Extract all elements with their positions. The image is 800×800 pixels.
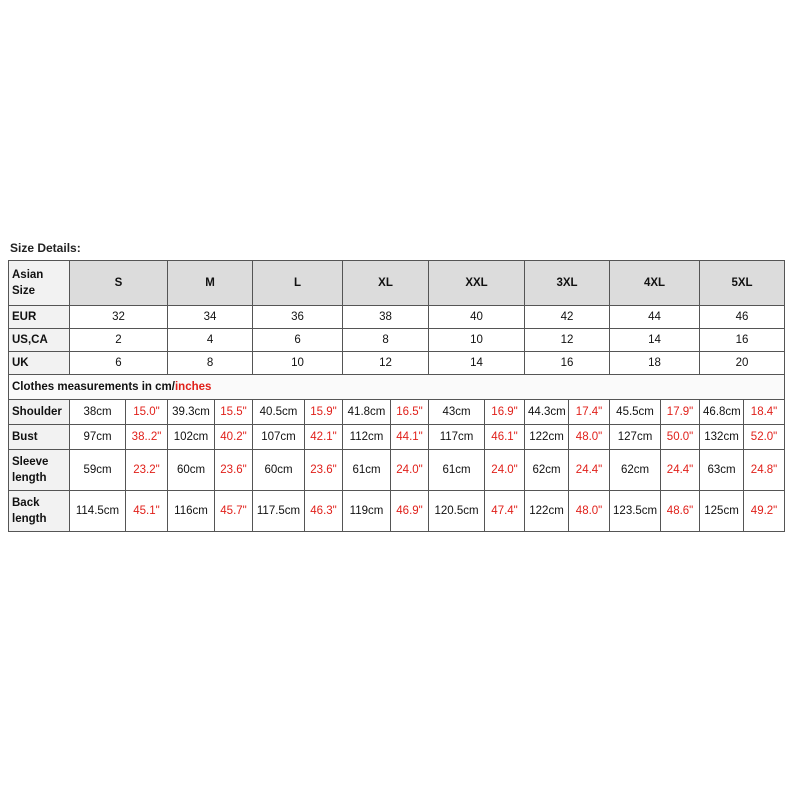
cm-cell: 61cm (429, 450, 485, 491)
cm-cell: 59cm (70, 450, 126, 491)
table-cell: 6 (253, 329, 343, 352)
cm-cell: 123.5cm (610, 491, 661, 532)
cm-cell: 62cm (610, 450, 661, 491)
table-cell: 10 (253, 352, 343, 375)
cm-cell: 122cm (525, 491, 569, 532)
inch-cell: 47.4" (485, 491, 525, 532)
size-header-xxl: XXL (429, 261, 525, 306)
table-cell: 40 (429, 306, 525, 329)
cm-cell: 97cm (70, 425, 126, 450)
size-header-xl: XL (343, 261, 429, 306)
measurements-section-title (9, 375, 785, 400)
inch-cell: 40.2" (215, 425, 253, 450)
inch-cell: 16.5" (391, 400, 429, 425)
cm-cell: 127cm (610, 425, 661, 450)
table-cell: 36 (253, 306, 343, 329)
size-header-4xl: 4XL (610, 261, 700, 306)
measurement-row (9, 425, 785, 450)
table-cell: 42 (525, 306, 610, 329)
inch-cell: 24.4" (661, 450, 700, 491)
size-header-m: M (168, 261, 253, 306)
inch-cell: 46.9" (391, 491, 429, 532)
size-header-s: S (70, 261, 168, 306)
inch-cell: 45.1" (126, 491, 168, 532)
inch-cell: 38..2" (126, 425, 168, 450)
inch-cell: 24.4" (569, 450, 610, 491)
inch-cell: 48.0" (569, 491, 610, 532)
row-label: Sleeve length (9, 450, 70, 491)
inch-cell: 18.4" (744, 400, 785, 425)
cm-cell: 61cm (343, 450, 391, 491)
inch-cell: 48.0" (569, 425, 610, 450)
cm-cell: 107cm (253, 425, 305, 450)
inch-cell: 46.3" (305, 491, 343, 532)
cm-cell: 41.8cm (343, 400, 391, 425)
cm-cell: 114.5cm (70, 491, 126, 532)
section-prefix: Clothes measurements in cm/ (12, 381, 175, 393)
cm-cell: 63cm (700, 450, 744, 491)
row-label: EUR (9, 306, 70, 329)
row-label: Bust (9, 425, 70, 450)
inch-cell: 24.8" (744, 450, 785, 491)
inch-cell: 48.6" (661, 491, 700, 532)
table-cell: 38 (343, 306, 429, 329)
table-cell: 12 (343, 352, 429, 375)
cm-cell: 38cm (70, 400, 126, 425)
cm-cell: 125cm (700, 491, 744, 532)
row-label: UK (9, 352, 70, 375)
inch-cell: 50.0" (661, 425, 700, 450)
inch-cell: 23.6" (305, 450, 343, 491)
cm-cell: 60cm (253, 450, 305, 491)
inch-cell: 44.1" (391, 425, 429, 450)
cm-cell: 132cm (700, 425, 744, 450)
table-cell: 46 (700, 306, 785, 329)
table-cell: 2 (70, 329, 168, 352)
cm-cell: 122cm (525, 425, 569, 450)
inch-cell: 49.2" (744, 491, 785, 532)
size-header-5xl: 5XL (700, 261, 785, 306)
table-cell: 34 (168, 306, 253, 329)
inch-cell: 45.7" (215, 491, 253, 532)
size-chart-table (8, 260, 785, 532)
inch-cell: 16.9" (485, 400, 525, 425)
cm-cell: 44.3cm (525, 400, 569, 425)
table-cell: 12 (525, 329, 610, 352)
inch-cell: 42.1" (305, 425, 343, 450)
row-label: US,CA (9, 329, 70, 352)
table-cell: 32 (70, 306, 168, 329)
conversion-row (9, 306, 785, 329)
table-cell: 18 (610, 352, 700, 375)
cm-cell: 62cm (525, 450, 569, 491)
table-cell: 16 (700, 329, 785, 352)
row-label: Shoulder (9, 400, 70, 425)
inch-cell: 46.1" (485, 425, 525, 450)
cm-cell: 45.5cm (610, 400, 661, 425)
measurement-row (9, 450, 785, 491)
cm-cell: 43cm (429, 400, 485, 425)
size-header-3xl: 3XL (525, 261, 610, 306)
size-details-title: Size Details: (10, 241, 81, 255)
cm-cell: 120.5cm (429, 491, 485, 532)
table-cell: 6 (70, 352, 168, 375)
cm-cell: 117.5cm (253, 491, 305, 532)
cm-cell: 39.3cm (168, 400, 215, 425)
table-cell: 8 (168, 352, 253, 375)
size-header-row (9, 261, 785, 306)
inch-cell: 15.5" (215, 400, 253, 425)
measurement-row (9, 491, 785, 532)
cm-cell: 119cm (343, 491, 391, 532)
inch-cell: 24.0" (485, 450, 525, 491)
conversion-row (9, 352, 785, 375)
header-label-asian-size: Asian Size (9, 261, 70, 306)
inch-cell: 17.4" (569, 400, 610, 425)
inch-cell: 23.2" (126, 450, 168, 491)
cm-cell: 116cm (168, 491, 215, 532)
cm-cell: 40.5cm (253, 400, 305, 425)
inch-cell: 15.0" (126, 400, 168, 425)
inch-cell: 17.9" (661, 400, 700, 425)
cm-cell: 46.8cm (700, 400, 744, 425)
size-header-l: L (253, 261, 343, 306)
table-cell: 44 (610, 306, 700, 329)
inch-cell: 15.9" (305, 400, 343, 425)
table-cell: 10 (429, 329, 525, 352)
cm-cell: 112cm (343, 425, 391, 450)
section-highlight: inches (174, 381, 212, 393)
conversion-row (9, 329, 785, 352)
table-cell: 8 (343, 329, 429, 352)
cm-cell: 117cm (429, 425, 485, 450)
cm-cell: 102cm (168, 425, 215, 450)
table-cell: 14 (429, 352, 525, 375)
inch-cell: 52.0" (744, 425, 785, 450)
cm-cell: 60cm (168, 450, 215, 491)
measurements-section-row (9, 375, 785, 400)
table-cell: 16 (525, 352, 610, 375)
table-cell: 20 (700, 352, 785, 375)
measurement-row (9, 400, 785, 425)
inch-cell: 24.0" (391, 450, 429, 491)
table-cell: 4 (168, 329, 253, 352)
inch-cell: 23.6" (215, 450, 253, 491)
table-cell: 14 (610, 329, 700, 352)
row-label: Back length (9, 491, 70, 532)
